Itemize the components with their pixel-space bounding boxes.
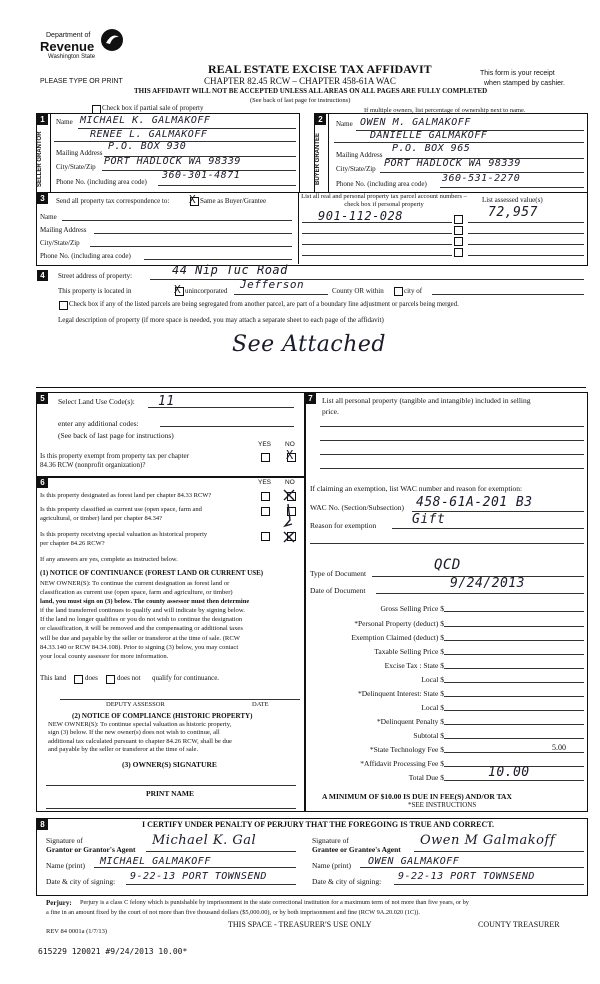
assessed-value[interactable]: 72,957 [488,205,538,220]
exemption-claimed-label: Exemption Claimed (deduct) $ [351,633,444,642]
owner-signature-label: (3) OWNER(S) SIGNATURE [122,760,217,769]
unincorporated-label: unincorporated [185,287,228,295]
delinquent-local-label: Local $ [421,703,444,712]
land-use-label: Select Land Use Code(s): [58,397,135,406]
subtotal-label: Subtotal $ [413,731,444,740]
section-7-personal-property [304,392,588,812]
county-name[interactable]: Jefferson [240,278,305,291]
seller-city[interactable]: PORT HADLOCK WA 98339 [104,156,241,167]
total-due-value[interactable]: 10.00 [488,765,530,780]
notice-line: or classification, it will be removed and the compensating or additional taxes [40,625,243,633]
dor-line1: Department of [46,32,91,39]
buyer-phone-label: Phone No. (including area code) [336,180,427,188]
street-label: Street address of property: [58,272,133,280]
seller-phone[interactable]: 360-301-4871 [162,170,241,181]
grantee-sig-label-1: Signature of [312,836,349,845]
city-of-label: city of [404,287,423,295]
legal-description[interactable]: See Attached [232,332,386,357]
buyer-name-1[interactable]: OWEN M. GALMAKOFF [360,117,471,128]
notice-line: if the land transferred continues to qualify and will indicate by signing below. [40,607,245,615]
seller-side-label: SELLER GRANTOR [37,131,43,187]
grantor-date-city-label: Date & city of signing: [46,877,116,886]
s6-yes-header: YES [258,479,272,486]
notice-continuance-title: (1) NOTICE OF CONTINUANCE (FOREST LAND OR CURRENT USE) [40,569,264,577]
notice-line: land, you must sign on (3) below. The county assessor must then determine [40,598,250,606]
s3-city-label: City/State/Zip [40,239,80,247]
perjury-line-1: Perjury is a class C felony which is punishable by imprisonment in the state correctional institution for a maximum term of not more than five years, or by [80,899,469,906]
reason-label: Reason for exemption [310,521,377,530]
section-6-number: 6 [37,477,48,488]
street-address[interactable]: 44 Nip Tuc Road [172,263,288,277]
assessed-header: List assessed value(s) [482,196,543,204]
city-checkbox[interactable] [394,287,403,296]
see-instructions-note: *SEE INSTRUCTIONS [408,801,477,809]
notice-line: your local county assessor for more information. [40,652,169,660]
dor-logo-icon [100,28,124,52]
dor-logo [38,28,128,68]
form-warning: THIS AFFIDAVIT WILL NOT BE ACCEPTED UNLESS ALL AREAS ON ALL PAGES ARE FULLY COMPLETED [134,87,488,95]
minimum-due-note: A MINIMUM OF $10.00 IS DUE IN FEE(S) AND/OR TAX [322,792,512,801]
additional-codes-label: enter any additional codes: [58,419,139,428]
s6-no-header: NO [285,479,295,486]
receipt-line1: This form is your receipt [480,70,555,77]
seller-phone-label: Phone No. (including area code) [56,178,147,186]
notice-line: 84.33.140 or RCW 84.34.108). Prior to signing (3) below, you may contact [40,643,239,651]
parcel-header: List all real and personal property tax parcel account numbers – check box if personal property [301,193,467,208]
dor-line3: Washington State [48,54,96,60]
buyer-name-2[interactable]: DANIELLE GALMAKOFF [370,130,488,141]
notice-continuance-text [40,579,302,661]
grantee-name-label: Name (print) [312,861,351,870]
seller-name-2[interactable]: RENEE L. GALMAKOFF [90,129,208,140]
affidavit-fee-label: *Affidavit Processing Fee $ [360,759,444,768]
same-as-buyer-mark: X [189,193,197,206]
taxable-selling-label: Taxable Selling Price $ [374,647,444,656]
delinquent-penalty-label: *Delinquent Penalty $ [376,717,444,726]
certify-statement: I CERTIFY UNDER PENALTY OF PERJURY THAT THE FOREGOING IS TRUE AND CORRECT. [142,820,495,829]
segregated-label: Check box if any of the listed parcels are being segregated from another parcel, are part of a boundary line adjustment or parcels being merged. [69,301,459,308]
this-land-label: This land [40,674,67,682]
grantor-sig-label-2: Grantor or Grantor's Agent [46,845,136,854]
tech-fee-label: *State Technology Fee $ [369,745,444,754]
seller-mailing-label: Mailing Address [56,149,103,157]
delinquent-state-label: *Delinquent Interest: State $ [357,689,444,698]
historic-question-1: Is this property receiving special valuation as historical property [40,531,208,538]
grantee-signature[interactable]: Owen M Galmakoff [420,833,556,848]
grantee-print-name[interactable]: OWEN GALMAKOFF [368,856,460,867]
notice-compliance-text [48,721,298,754]
excise-local-label: Local $ [421,675,444,684]
personal-prop-line1: List all personal property (tangible and intangible) included in selling [322,396,531,405]
buyer-mailing-label: Mailing Address [336,151,383,159]
land-does-not-label: does not [117,674,141,682]
compliance-line: additional tax calculated pursuant to chapter 84.26 RCW, shall be due [48,737,232,745]
grantor-date-city[interactable]: 9-22-13 PORT TOWNSEND [130,871,267,882]
parcel-3-personal-checkbox[interactable] [454,237,463,246]
grantee-date-city-label: Date & city of signing: [312,877,382,886]
forest-yes-checkbox[interactable] [261,492,270,501]
multiple-owners-note: If multiple owners, list percentage of ownership next to name. [364,107,526,114]
deputy-assessor-label: DEPUTY ASSESSOR [106,701,165,708]
treasurer-receipt-stamp: 615229 120021 #9/24/2013 10.00* [38,947,188,956]
parcel-number[interactable]: 901-112-028 [318,209,403,223]
type-or-print: PLEASE TYPE OR PRINT [40,78,123,85]
doc-date[interactable]: 9/24/2013 [450,576,525,591]
treasurer-space: THIS SPACE - TREASURER'S USE ONLY [228,920,372,929]
s3-name-label: Name [40,213,57,221]
section-8-number: 8 [37,819,48,830]
personal-prop-line2: price. [322,407,339,416]
print-name-label: PRINT NAME [146,789,194,798]
grantor-print-name[interactable]: MICHAEL GALMAKOFF [100,856,211,867]
if-yes-note: If any answers are yes, complete as instructed below. [40,556,178,563]
qualify-label: qualify for continuance. [152,674,220,682]
send-correspondence-label: Send all property tax correspondence to: [56,197,170,205]
buyer-city-label: City/State/Zip [336,165,376,173]
s3-mailing-label: Mailing Address [40,226,87,234]
buyer-mailing[interactable]: P.O. BOX 965 [392,143,471,154]
exempt-question-1: Is this property exempt from property tax per chapter [40,452,189,460]
seller-name-label: Name [56,118,73,126]
parcel-1-personal-checkbox[interactable] [454,215,463,224]
s5-see-back: (See back of last page for instructions) [58,431,174,440]
notice-line: classification as current use (open space, farm and agriculture, or timber) [40,589,233,597]
current-use-question-1: Is this property classified as current use (open space, farm and [40,506,202,513]
s3-phone-label: Phone No. (including area code) [40,252,131,260]
personal-property-label: *Personal Property (deduct) $ [354,619,444,628]
grantor-sig-label-1: Signature of [46,836,83,845]
section-1-number: 1 [37,114,48,125]
seller-name-1[interactable]: MICHAEL K. GALMAKOFF [80,115,211,126]
doc-date-label: Date of Document [310,586,366,595]
receipt-line2: when stamped by cashier. [484,80,565,87]
s5-yes-header: YES [258,441,272,448]
seller-mailing[interactable]: P.O. BOX 930 [108,141,187,152]
exemption-reason[interactable]: Gift [412,512,446,527]
located-label: This property is located in [58,287,132,295]
excise-state-label: Excise Tax : State $ [384,661,444,670]
land-use-code[interactable]: 11 [158,394,175,409]
exemption-claim-label: If claiming an exemption, list WAC number and reason for exemption: [310,484,523,493]
seller-city-label: City/State/Zip [56,163,96,171]
historic-yes-checkbox[interactable] [261,532,270,541]
deputy-date-label: DATE [252,701,269,708]
same-as-buyer-label: Same as Buyer/Grantee [200,197,267,205]
county-or-within: County OR within [332,287,384,295]
tech-fee-value: 5.00 [552,743,566,752]
grantor-signature[interactable]: Michael K. Gal [152,833,257,848]
unincorporated-mark: X [174,283,182,296]
current-use-question-2: agricultural, or timber) land per chapter 84.34? [40,515,163,522]
segregated-checkbox[interactable] [59,301,68,310]
dor-line2: Revenue [40,39,95,54]
buyer-side-label: BUYER GRANTEE [315,133,321,186]
doc-type[interactable]: QCD [434,557,461,573]
buyer-phone[interactable]: 360-531-2270 [442,173,521,184]
section-6-no-marks [282,486,302,546]
land-does-checkbox[interactable] [74,675,83,684]
parcel-2-personal-checkbox[interactable] [454,226,463,235]
exempt-no-mark: X [286,448,294,462]
grantee-sig-label-2: Grantee or Grantee's Agent [312,845,401,854]
grantee-date-city[interactable]: 9-22-13 PORT TOWNSEND [398,871,535,882]
notice-line: NEW OWNER(S): To continue the current designation as forest land or [40,580,230,587]
compliance-line: sign (3) below. If the new owner(s) does not wish to continue, all [48,729,220,737]
section-7-number: 7 [305,393,316,404]
county-treasurer: COUNTY TREASURER [478,920,560,929]
exempt-question-2: 84.36 RCW (nonprofit organization)? [40,461,146,469]
perjury-label: Perjury: [46,899,72,907]
current-use-yes-checkbox[interactable] [261,507,270,516]
notice-line: will be due and payable by the seller or transferor at the time of sale. (RCW [40,634,240,642]
wac-number[interactable]: 458-61A-201 B3 [416,495,533,510]
historic-question-2: per chapter 84.26 RCW? [40,540,105,547]
gross-selling-label: Gross Selling Price $ [380,604,444,613]
doc-type-label: Type of Document [310,569,367,578]
land-does-label: does [85,674,98,682]
form-chapter: CHAPTER 82.45 RCW – CHAPTER 458-61A WAC [204,76,396,86]
land-does-not-checkbox[interactable] [106,675,115,684]
section-3-number: 3 [37,193,48,204]
compliance-line: and payable by the seller or transferor at the time of sale. [48,745,199,753]
see-back-note: (See back of last page for instructions) [250,97,351,104]
section-5-number: 5 [37,393,48,404]
buyer-name-label: Name [336,120,353,128]
rev-number: REV 84 0001a (1/7/13) [46,928,108,935]
section-4-number: 4 [37,270,48,281]
wac-label: WAC No. (Section/Subsection) [310,503,404,512]
s5-no-header: NO [285,441,295,448]
notice-compliance-title: (2) NOTICE OF COMPLIANCE (HISTORIC PROPERTY) [72,712,253,720]
form-title: REAL ESTATE EXCISE TAX AFFIDAVIT [208,62,432,76]
grantor-name-label: Name (print) [46,861,85,870]
legal-description-label: Legal description of property (if more space is needed, you may attach a separate sheet to each page of the affidavit) [58,316,384,324]
exempt-yes-checkbox[interactable] [261,453,270,462]
partial-sale-label: Check box if partial sale of property [102,104,204,112]
compliance-line: NEW OWNER(S): To continue special valuation as historic property, [48,721,232,728]
buyer-city[interactable]: PORT HADLOCK WA 98339 [384,158,521,169]
total-due-label: Total Due $ [408,773,444,782]
section-2-number: 2 [315,114,326,125]
forest-land-question: Is this property designated as forest land per chapter 84.33 RCW? [40,492,212,499]
notice-line: If the land no longer qualifies or you do not wish to continue the designation [40,616,243,624]
parcel-4-personal-checkbox[interactable] [454,248,463,257]
perjury-line-2: a fine in an amount fixed by the court of not more than five thousand dollars ($5,000.00), or by both imprisonment and fine (RCW 9A.20.020 (1C)). [46,909,420,916]
